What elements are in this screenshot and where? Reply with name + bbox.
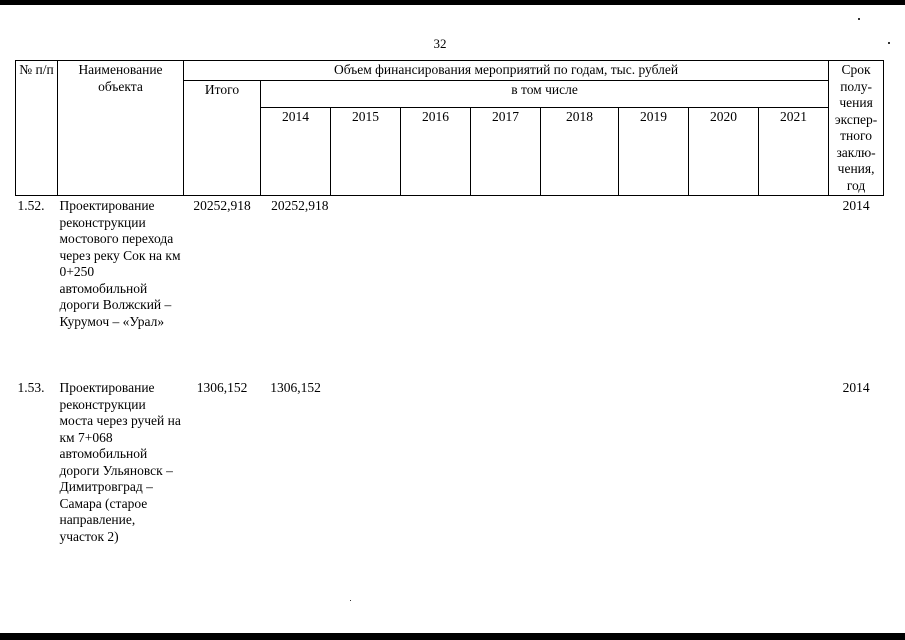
header-including: в том числе [261,80,829,108]
header-financing-group: Объем финансирования мероприятий по годам, тыс. рублей [184,61,829,81]
header-deadline: Срок полу-чения экспер-тного заклю-чения, год [829,61,884,196]
header-year: 2015 [331,108,401,196]
financing-table [15,60,884,546]
header-number: № п/п [16,61,58,196]
row-deadline: 2014 [842,380,870,395]
header-total: Итого [184,80,261,196]
row-object-name: Проектирование реконструкции моста через ручей на км 7+068 автомобильной дороги Ульяновск – Димитровград – Самара (старое направление, участок 2) [59,380,181,544]
header-year: 2020 [689,108,759,196]
table-row [16,379,884,546]
header-year: 2014 [261,108,331,196]
page-number: 32 [433,36,447,51]
header-year: 2016 [401,108,471,196]
scan-bottom-edge [0,633,905,640]
header-year: 2021 [759,108,829,196]
header-year: 2019 [619,108,689,196]
header-year: 2017 [471,108,541,196]
scan-speck [350,600,351,601]
header-object-name: Наименование объекта [58,61,184,196]
row-number: 1.53. [17,380,45,395]
row-object-name: Проектирование реконструкции мостового перехода через реку Сок на км 0+250 автомобильной дороги Волжский – Курумоч – «Урал» [59,198,181,329]
row-number: 1.52. [17,198,45,213]
row-value-2014: 1306,152 [270,380,321,395]
scan-speck [858,18,860,20]
scan-top-edge [0,0,905,5]
row-total: 20252,918 [193,198,251,213]
scan-speck [888,42,890,44]
table-row [16,196,884,380]
header-year: 2018 [541,108,619,196]
row-total: 1306,152 [196,380,248,395]
row-value-2014: 20252,918 [271,198,329,213]
row-deadline: 2014 [842,198,870,213]
